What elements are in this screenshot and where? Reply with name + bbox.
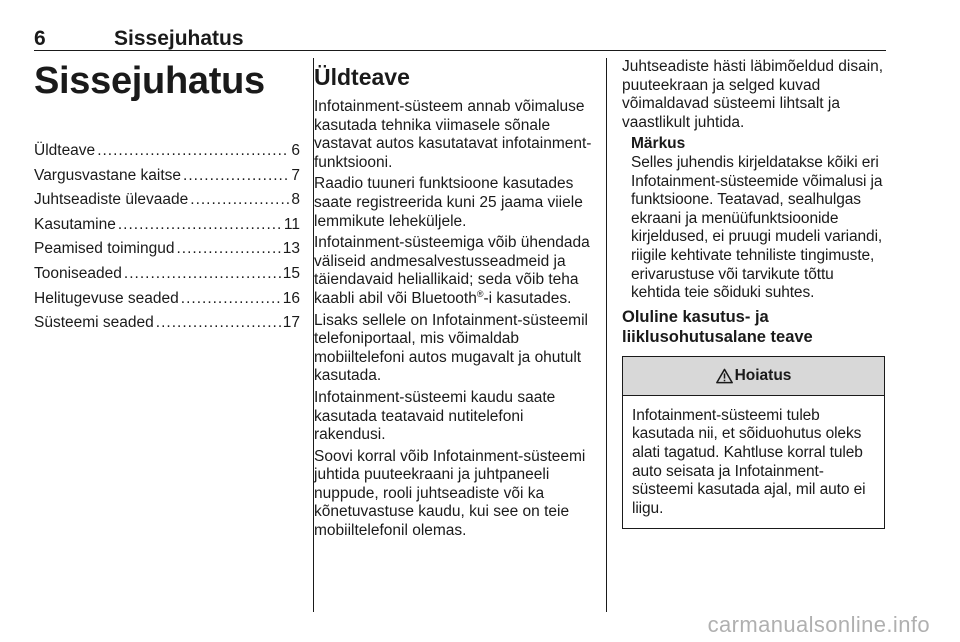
toc-entry-label: Vargusvastane kaitse [34,166,182,184]
toc-entry-page: 13 [282,240,300,258]
paragraph: Infotainment-süsteemi kaudu saate kasutada teatavaid nutitelefoni rakendusi. [314,388,556,444]
toc-leader-dots [183,164,289,189]
warning-triangle-icon [716,368,733,384]
warning-body [623,396,884,529]
note-block [631,135,887,302]
toc-entry-tooniseaded[interactable] [34,262,300,287]
watermark: carmanualsonline.info [707,612,930,637]
toc-entry-juhtseadiste-ulevaade[interactable] [34,188,300,213]
toc-leader-dots [156,311,281,336]
toc-entry-page: 8 [291,191,300,209]
column-general-info [314,58,594,544]
toc-entry-label: Helitugevuse seaded [34,289,179,307]
note-text: Selles juhendis kirjeldatakse kõiki eri Infotainment-süsteemide võimalusi ja funktsioone. Teatavad, sealhulgas ekraani ja menüüfunktsioonide kirjeldused, ei pruugi mudeli variandi, riigile kehtivate tehniliste tingimuste, erivarustuse või tarvikute tõttu kehtida teie sõiduki suhtes. [631,153,883,302]
header-divider [34,50,886,51]
toc-entry-page: 11 [283,215,300,233]
toc-entry-label: Tooniseaded [34,264,122,282]
registered-mark: ® [476,288,484,299]
warning-box [622,356,885,530]
paragraph-text: -i kasutades. [483,289,572,307]
toc-entry-vargusvastane-kaitse[interactable] [34,164,300,189]
toc-entry-page: 7 [291,166,300,184]
chapter-title: Sissejuhatus [34,60,265,102]
paragraph-bluetooth [314,234,594,308]
toc-leader-dots [190,188,289,213]
column-safety [622,58,887,529]
toc-entry-peamised-toimingud[interactable] [34,237,300,262]
toc-entry-page: 6 [291,142,300,159]
section-title: Üldteave [314,64,410,90]
toc-entry-yldteave[interactable] [34,139,300,164]
column-divider-2 [606,58,607,612]
toc-leader-dots [124,262,281,287]
note-title: Märkus [631,135,686,153]
paragraph: Raadio tuuneri funktsioone kasutades saate registreerida kuni 25 jaama viiele lemmikute leheküljele. [314,175,583,230]
warning-header [623,357,884,396]
toc-entry-label: Juhtseadiste ülevaade [34,191,189,209]
toc-entry-page: 15 [282,264,300,282]
warning-title: Hoiatus [734,366,792,384]
toc-leader-dots [97,139,289,164]
paragraph: Soovi korral võib Infotainment-süsteemi juhtida puuteekraani ja juhtpaneeli nuppude, rooli juhtseadiste või ka kõnetuvastuse kaudu, kui see on teie mobiiltelefonil olemas. [314,447,586,540]
column-toc [34,58,300,336]
toc-entry-label: Kasutamine [34,215,116,233]
paragraph: Infotainment-süsteem annab võimaluse kasutada tehnika viimasele sõnale vastavat autos kasutatavat infotainment-funktsiooni. [314,98,592,171]
toc-leader-dots [118,213,282,238]
toc-leader-dots [181,287,281,312]
toc-leader-dots [176,237,280,262]
toc-entry-susteemi-seaded[interactable] [34,311,300,336]
toc-entry-page: 17 [282,314,300,332]
page-header [34,26,886,52]
toc-entry-label: Peamised toimingud [34,240,175,258]
running-title: Sissejuhatus [114,27,244,50]
table-of-contents [34,139,300,336]
toc-entry-page: 16 [282,289,300,307]
toc-entry-helitugevuse-seaded[interactable] [34,287,300,312]
toc-entry-kasutamine[interactable] [34,213,300,238]
warning-text: Infotainment-süsteemi tuleb kasutada nii, et sõiduohutus oleks alati tagatud. Kahtluse korral tuleb auto seisata ja Infotainment-süsteemi kasutada ajal, mil auto ei liigu. [632,406,866,517]
subsection-title: Oluline kasutus- ja liiklusohutusalane teave [622,307,813,346]
paragraph: Juhtseadiste hästi läbimõeldud disain, puuteekraan ja selged kuvad võimaldavad süsteemi lihtsalt ja vaastlikult juhtida. [622,58,884,131]
toc-entry-label: Süsteemi seaded [34,314,154,332]
paragraph-text: Infotainment-süsteemiga võib ühendada väliseid andmesalvestusseadmeid ja täiendavaid heliallikaid; seda võib teha kaabli abil või Bluetooth [314,234,590,307]
page-number: 6 [34,27,46,50]
toc-entry-label: Üldteave [34,142,96,159]
paragraph: Lisaks sellele on Infotainment-süsteemil telefoniportaal, mis võimaldab mobiiltelefoni autos mugavalt ja ohutult kasutada. [314,311,588,385]
